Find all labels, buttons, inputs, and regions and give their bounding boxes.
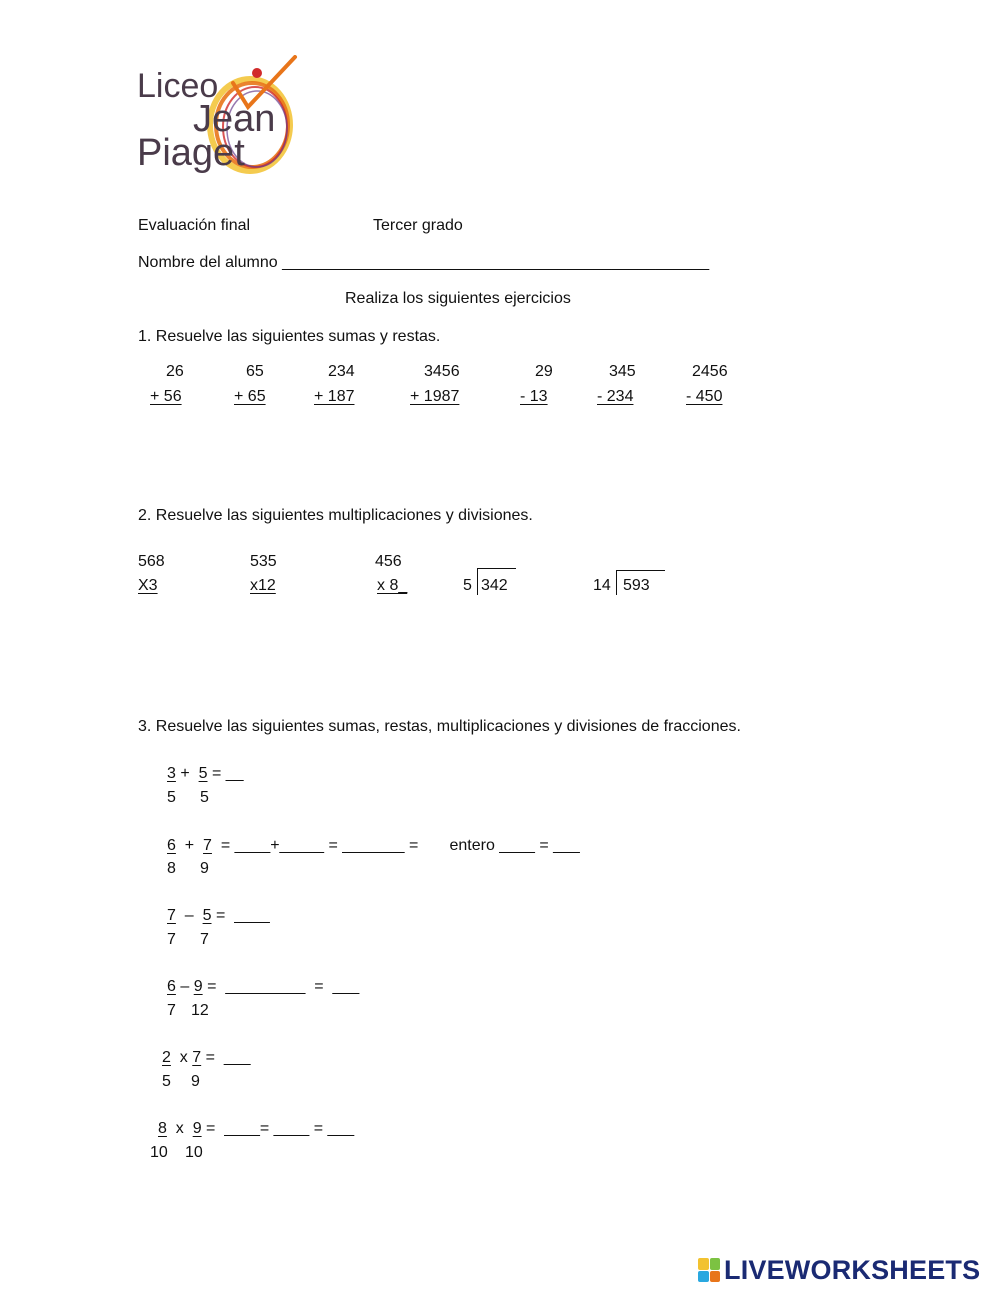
denominator: 7 [200,931,209,948]
student-name-blank[interactable]: ________________________________________________ [282,254,710,271]
denominator: 9 [191,1073,200,1090]
numerator: 9 [192,1120,202,1137]
answer-blank[interactable]: = ____= ____ = ___ [206,1120,355,1137]
student-name-row [138,255,709,271]
denominator: 12 [191,1002,209,1019]
svg-text:Piaget: Piaget [137,132,245,174]
subtraction-1-top: 29 [535,363,553,380]
denominator: 5 [167,789,176,806]
denominator: 7 [167,931,176,948]
fraction-problem-2 [167,838,580,854]
addition-1-bottom: + 56 [150,388,182,405]
numerator: 6 [167,978,176,995]
subtraction-3-top: 2456 [692,363,728,380]
numerator: 7 [192,1049,202,1066]
operator: – [180,978,190,995]
operator: + [180,765,190,782]
operator: – [184,907,194,924]
numerator: 5 [202,907,212,924]
division-2-divisor: 14 [593,577,611,594]
answer-blank[interactable]: = ____ [215,907,270,924]
fraction-problem-1 [167,766,244,782]
answer-blank[interactable]: = ___ [205,1049,251,1066]
section3-title: 3. Resuelve las siguientes sumas, restas, multiplicaciones y divisiones de fracciones. [138,718,741,735]
denominator: 5 [200,789,209,806]
multiplication-3-bottom: x 8_ [377,577,408,594]
fraction-problem-3 [167,908,270,924]
numerator: 6 [167,837,176,854]
addition-3-top: 234 [328,363,355,380]
division-1-dividend: 342 [481,577,508,594]
numerator: 3 [167,765,176,782]
subtraction-1-bottom: - 13 [520,388,548,405]
denominator: 7 [167,1002,176,1019]
section2-title: 2. Resuelve las siguientes multiplicaciones y divisiones. [138,507,533,524]
numerator: 5 [198,765,208,782]
instructions: Realiza los siguientes ejercicios [345,290,571,307]
numerator: 7 [167,907,176,924]
multiplication-3-top: 456 [375,553,402,570]
answer-blank[interactable]: = __ [211,765,244,782]
liveworksheets-logo[interactable] [698,1256,980,1284]
liveworksheets-brand: LIVEWORKSHEETS [724,1254,981,1285]
addition-2-top: 65 [246,363,264,380]
liveworksheets-icon [698,1258,720,1282]
denominator: 5 [162,1073,171,1090]
evaluation-label: Evaluación final [138,217,251,234]
numerator: 8 [158,1120,167,1137]
addition-3-bottom: + 187 [314,388,355,405]
answer-blank[interactable]: = ____+_____ = _______ = entero ____ = ___ [220,837,580,854]
school-logo [135,55,300,177]
operator: x [175,1120,184,1137]
addition-4-top: 3456 [424,363,460,380]
division-2-dividend: 593 [623,577,650,594]
subtraction-3-bottom: - 450 [686,388,723,405]
fraction-problem-4 [167,979,359,995]
numerator: 9 [193,978,203,995]
operator: + [184,837,195,854]
subtraction-2-bottom: - 234 [597,388,634,405]
denominator: 8 [167,860,176,877]
numerator: 2 [162,1049,171,1066]
answer-blank[interactable]: = _________ = ___ [207,978,360,995]
multiplication-1-top: 568 [138,553,165,570]
operator: x [179,1049,188,1066]
fraction-problem-6 [158,1121,354,1137]
multiplication-1-bottom: X3 [138,577,158,594]
numerator: 7 [203,837,212,854]
multiplication-2-bottom: x12 [250,577,276,594]
logo-graphic [135,55,300,177]
subtraction-2-top: 345 [609,363,636,380]
denominator: 10 [150,1144,168,1161]
fraction-problem-5 [162,1050,251,1066]
division-1-divisor: 5 [463,577,472,594]
section1-title: 1. Resuelve las siguientes sumas y restas. [138,328,441,345]
addition-4-bottom: + 1987 [410,388,460,405]
addition-2-bottom: + 65 [234,388,266,405]
denominator: 10 [185,1144,203,1161]
svg-text:Jean: Jean [193,98,276,140]
student-name-label: Nombre del alumno [138,254,278,271]
grade-label: Tercer grado [373,217,463,234]
denominator: 9 [200,860,209,877]
addition-1-top: 26 [166,363,184,380]
svg-text:Liceo: Liceo [137,67,219,105]
multiplication-2-top: 535 [250,553,277,570]
